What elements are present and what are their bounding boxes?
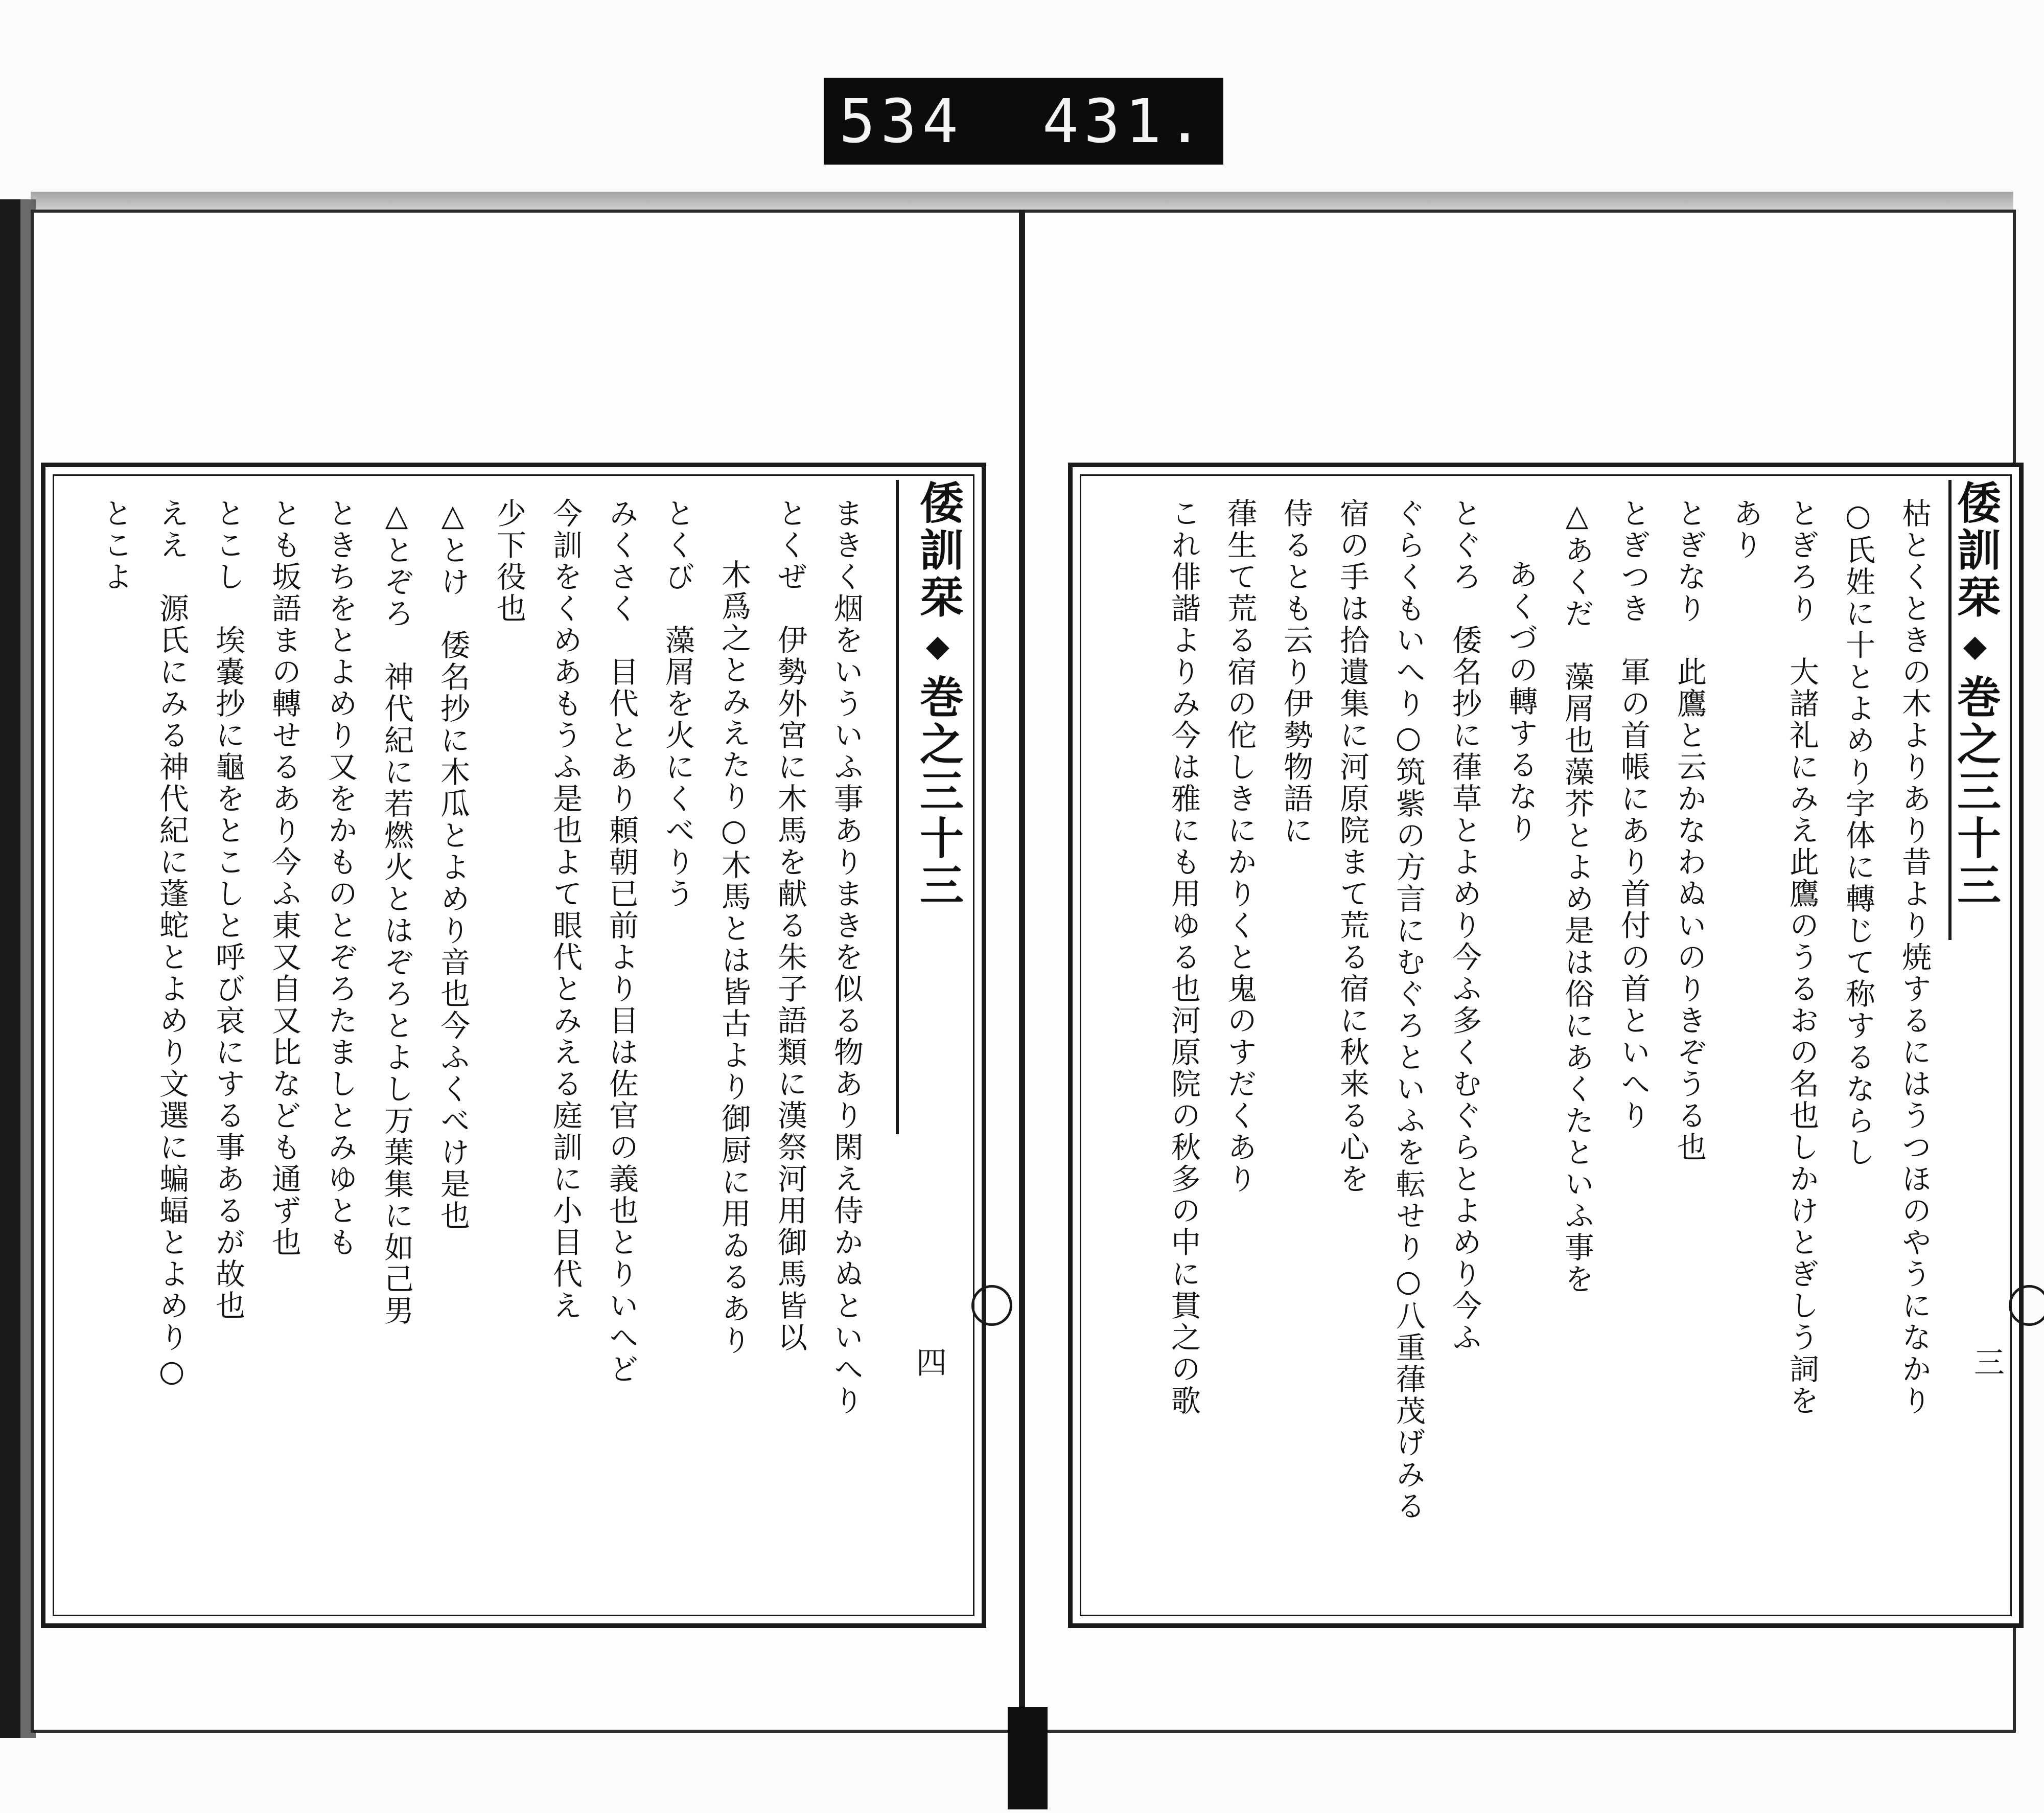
text-column: ぐらくもいへり○筑紫の方言にむぐろといふを転せり○八重葎茂げみる (1391, 498, 1426, 1522)
left-hashira-title: 倭訓栞 (912, 480, 964, 621)
text-column: △とけ 倭名抄に木瓜とよめり音也今ふくべけ是也 (435, 498, 470, 1232)
text-column: ええ 源氏にみる神代紀に蓬蛇とよめり文選に蝙蝠とよめり○ (154, 498, 189, 1390)
text-column: △あくだ 藻屑也藻芥とよめ是は俗にあくたといふ事を (1560, 498, 1594, 1295)
text-column: まきく烟をいういふ事ありまきを似る物あり閑え侍かぬといへり (829, 498, 864, 1417)
text-column: とぐろ 倭名抄に葎草とよめり今ふ多くむぐらとよめり今ふ (1447, 498, 1482, 1353)
text-column: ときちをとよめり又をかものとぞろたましとみゆとも (323, 498, 358, 1258)
text-column: これ俳諧よりみ今は雅にも用ゆる也河原院の秋多の中に貫之の歌 (1166, 498, 1201, 1417)
text-column: 今訓をくめあもうふ是也よて眼代とみえる庭訓に小目代え (548, 498, 583, 1322)
text-column: みくさく 目代とあり頼朝已前より目は佐官の義也とりいへど (604, 498, 639, 1385)
right-hashira-volume: 巻之三十三 (1949, 674, 2001, 909)
left-text-frame (41, 463, 986, 1628)
text-column: △とぞろ 神代紀に若燃火とはぞろとよし万葉集に如己男 (379, 498, 414, 1327)
right-body-text (1104, 498, 1942, 1592)
gutter-line (1019, 210, 1025, 1809)
text-column: とぎろり 大諸礼にみえ此鷹のうるおの名也しかけとぎしう詞を (1784, 498, 1819, 1417)
text-column: 葎生て荒る宿の佗しきにかりくと鬼のすだくあり (1222, 498, 1257, 1195)
left-hashira-divider: ◆ (920, 628, 956, 667)
tag-number-right: 431. (1042, 86, 1208, 156)
text-column: とぎなり 此鷹と云かなわぬいのりきぞうる也 (1672, 498, 1707, 1163)
text-column: あくづの轉するなり (1503, 559, 1538, 844)
right-folio: 三 (1969, 1346, 2005, 1377)
right-folio-marker (2009, 1285, 2044, 1326)
right-hashira-divider: ◆ (1957, 628, 1993, 667)
left-hashira (896, 480, 972, 1134)
catalog-tag (824, 78, 1223, 165)
right-hashira-title: 倭訓栞 (1949, 480, 2001, 621)
right-text-frame (1068, 463, 2024, 1628)
left-hashira-volume: 巻之三十三 (912, 674, 964, 909)
text-column: とこし 埃嚢抄に龜をとこしと呼び哀にする事あるが故也 (211, 498, 245, 1322)
text-column: とも坂語まの轉せるあり今ふ東又自又比なども通ず也 (267, 498, 301, 1258)
text-column: 枯とくときの木よりあり昔より焼するにはうつほのやうになかり (1897, 498, 1932, 1417)
tag-number-left: 534 (839, 86, 964, 156)
gutter-ribbon (1008, 1707, 1048, 1809)
text-column: とくぜ 伊勢外宮に木馬を献る朱子語類に漢祭河用御馬皆以 (773, 498, 807, 1353)
left-body-text (57, 498, 874, 1592)
text-column: あり (1728, 498, 1763, 561)
text-column: とぎつき 軍の首帳にあり首付の首といへり (1616, 498, 1651, 1132)
text-column: 少下役也 (492, 498, 526, 625)
right-hashira (1948, 480, 2010, 940)
text-column: 侍るとも云り伊勢物語に (1279, 498, 1313, 846)
text-column: とくび 藻屑を火にくべりう (660, 498, 695, 910)
text-column: 宿の手は拾遺集に河原院まて荒る宿に秋来る心を (1335, 498, 1369, 1195)
text-column: ○氏姓に十とよめり字体に轉じて称するならし (1841, 498, 1875, 1168)
text-column: 木爲之とみえたり○木馬とは皆古より御厨に用ゐるあり (716, 559, 751, 1357)
left-folio: 四 (911, 1346, 947, 1377)
left-folio-marker (971, 1285, 1012, 1326)
text-column: とこよ (98, 498, 133, 593)
